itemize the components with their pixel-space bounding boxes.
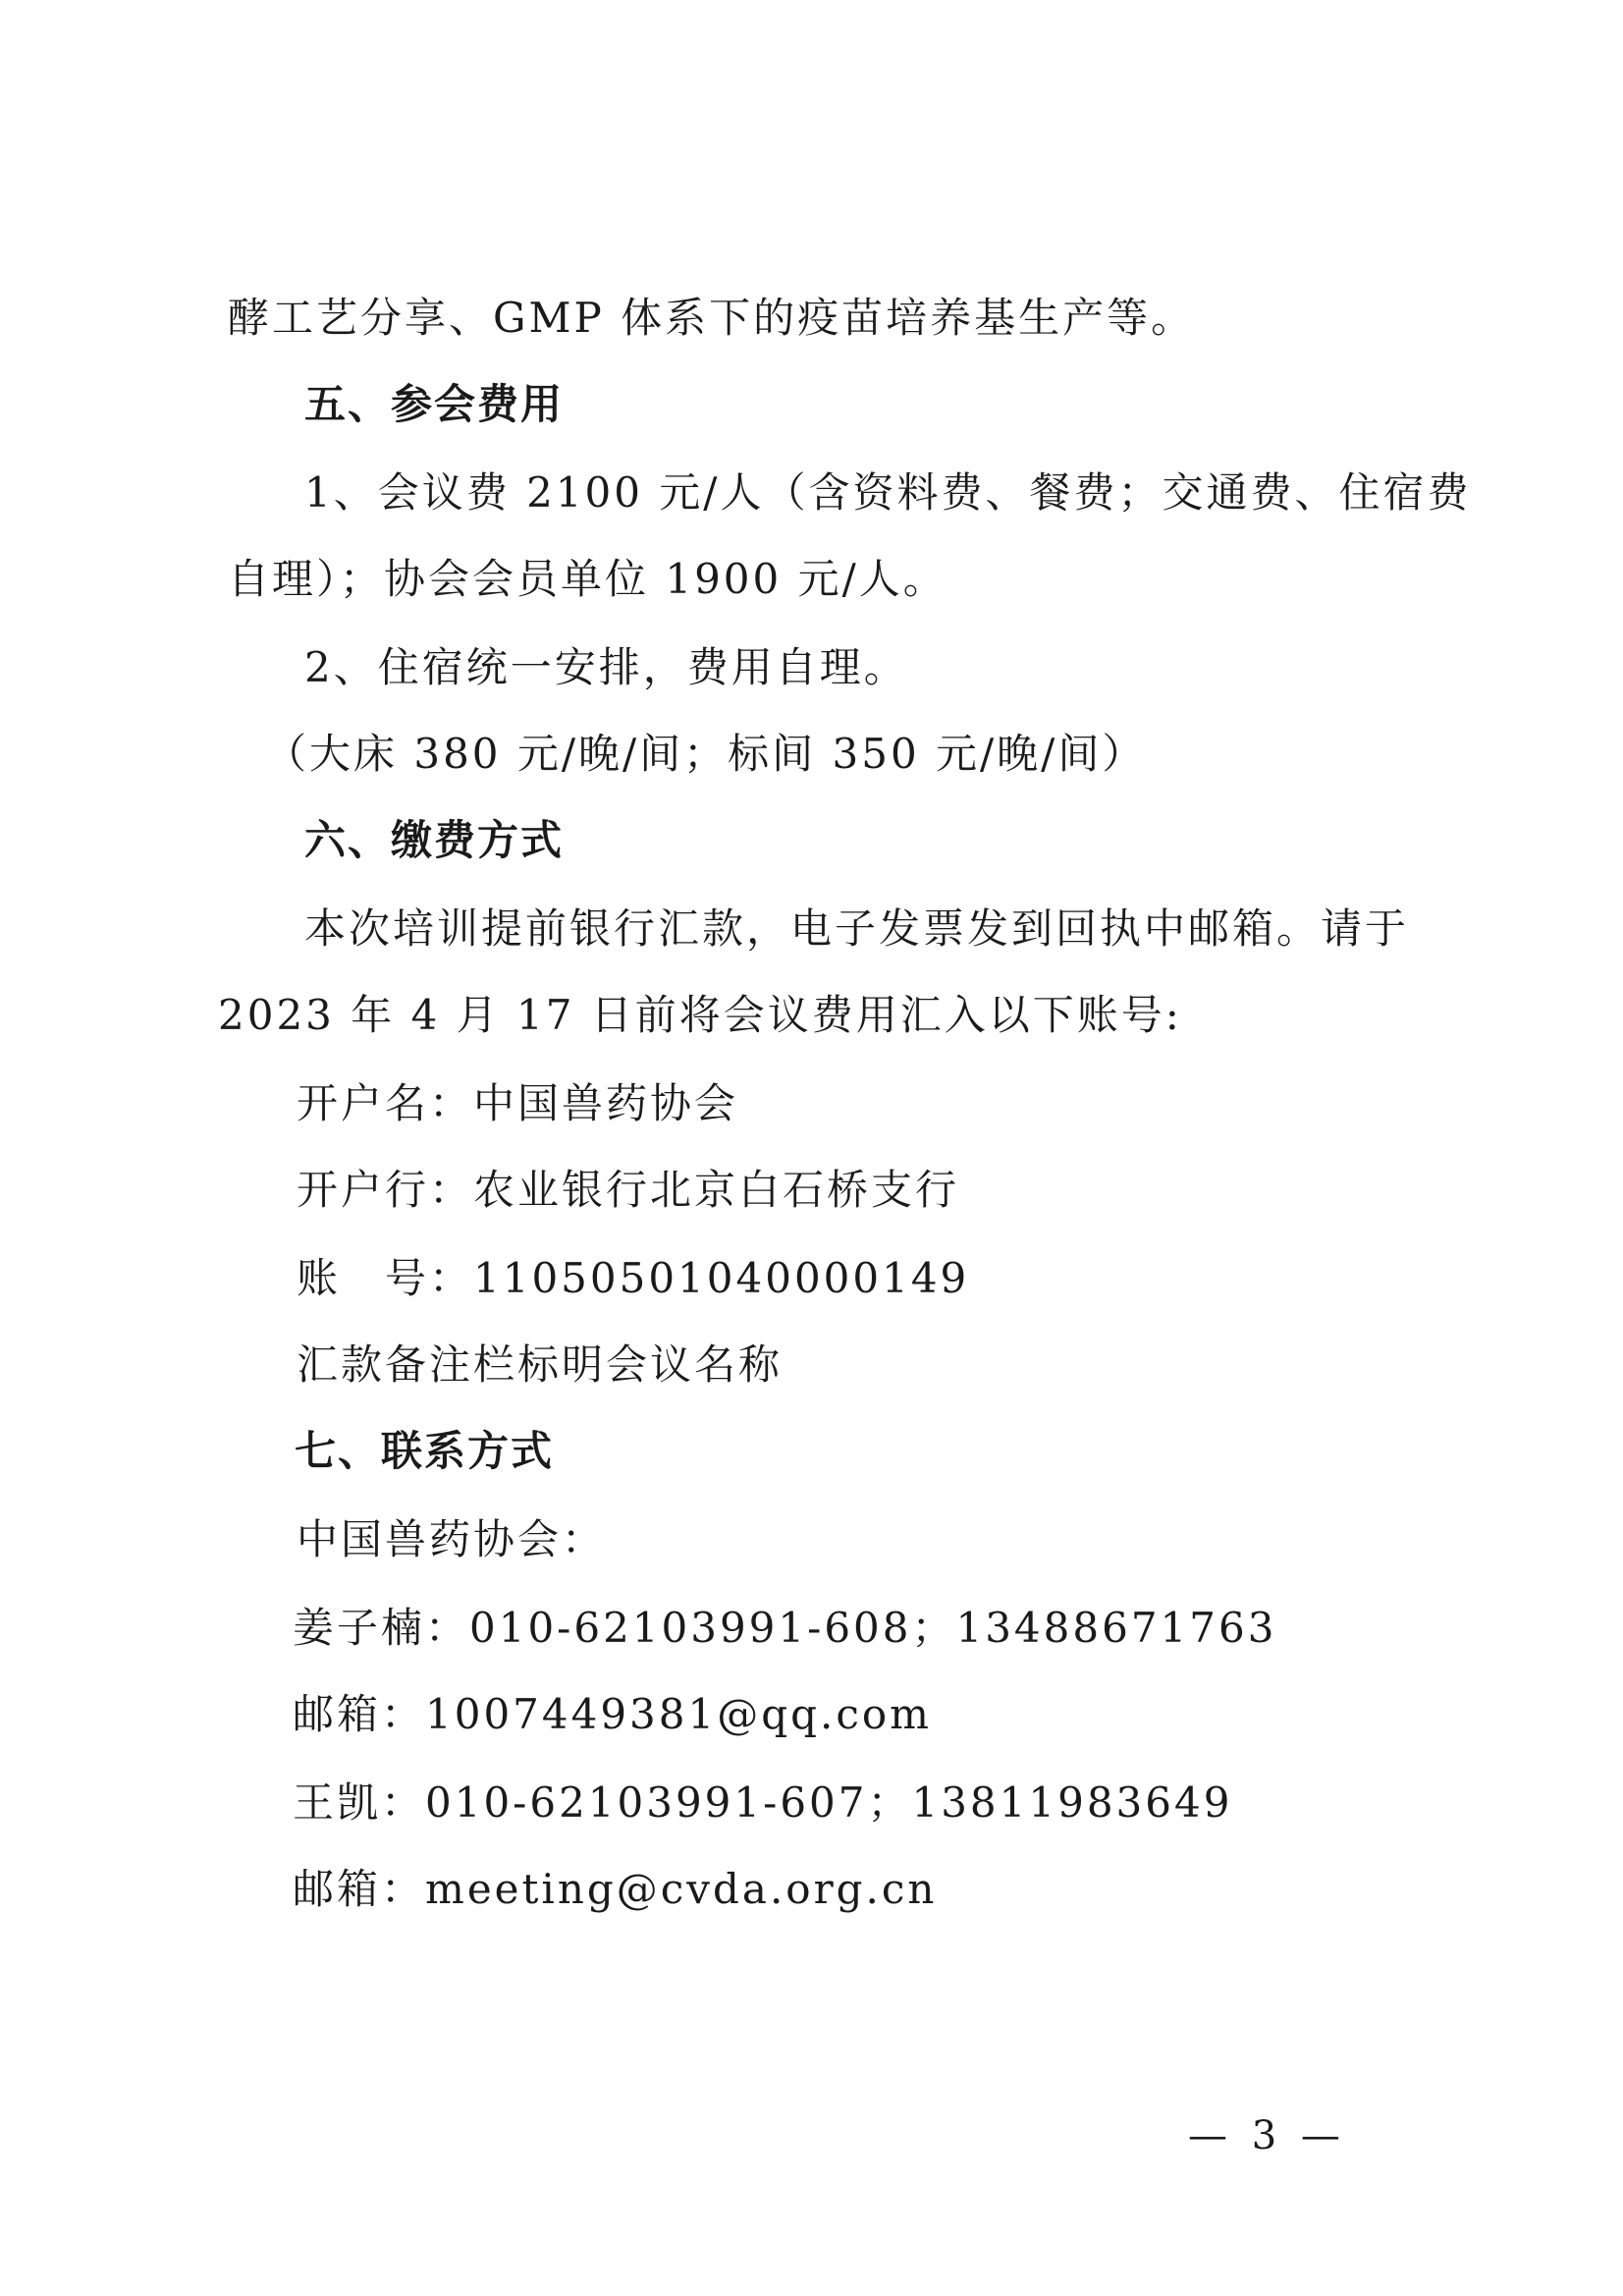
body-text-line: 酵工艺分享、GMP 体系下的疫苗培养基生产等。: [228, 294, 1196, 342]
section-heading-fees: 五、参会费用: [304, 380, 565, 428]
body-text-line: （大床 380 元/晚/间；标间 350 元/晚/间）: [265, 730, 1147, 778]
contact-phone-line: 姜子楠：010-62103991-608；13488671763: [293, 1604, 1277, 1652]
contact-email-line: 邮箱：meeting@cvda.org.cn: [293, 1865, 938, 1913]
section-heading-payment: 六、缴费方式: [304, 816, 565, 864]
account-bank-line: 开户行：农业银行北京白石桥支行: [297, 1166, 960, 1214]
body-text-line: 2023 年 4 月 17 日前将会议费用汇入以下账号:: [218, 991, 1182, 1039]
body-text-line: 自理）；协会会员单位 1900 元/人。: [228, 555, 947, 603]
remittance-note-line: 汇款备注栏标明会议名称: [297, 1340, 784, 1389]
account-name-line: 开户名：中国兽药协会: [297, 1079, 739, 1127]
body-text-line: 1、会议费 2100 元/人（含资料费、餐费；交通费、住宿费: [304, 468, 1472, 517]
contact-phone-line: 王凯：010-62103991-607；13811983649: [293, 1778, 1233, 1827]
contact-email-line: 邮箱：1007449381@qq.com: [293, 1690, 932, 1738]
page-number: — 3 —: [1188, 2113, 1346, 2159]
body-text-line: 本次培训提前银行汇款，电子发票发到回执中邮箱。请于: [304, 904, 1410, 953]
account-number-line: 账 号：11050501040000149: [297, 1254, 970, 1302]
section-heading-contact: 七、联系方式: [295, 1427, 555, 1475]
body-text-line: 2、住宿统一安排，费用自理。: [304, 643, 908, 691]
contact-org-line: 中国兽药协会：: [297, 1515, 607, 1563]
